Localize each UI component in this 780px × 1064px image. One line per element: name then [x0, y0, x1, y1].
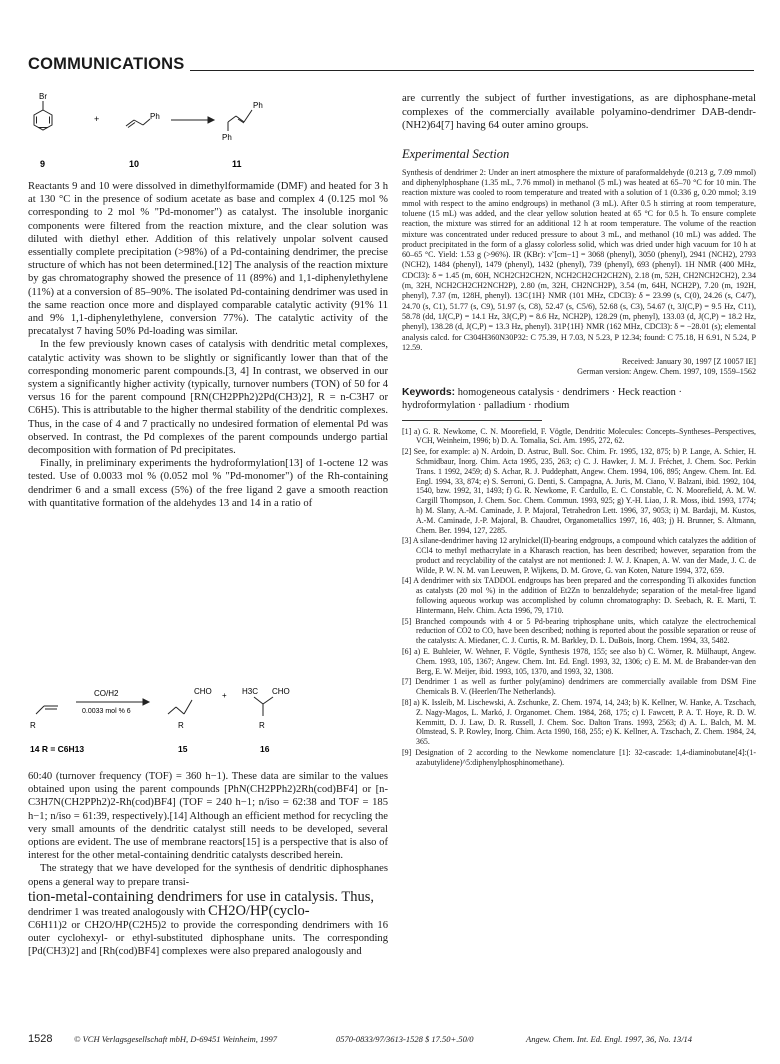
strategy-c-text: dendrimer 1 was treated analogously with	[28, 906, 206, 918]
hydroformylation-arrow	[76, 699, 149, 705]
scheme-hydroformylation	[28, 680, 388, 760]
reference-item: [2] See, for example: a) N. Ardoin, D. Astruc, Bull. Soc. Chim. Fr. 1995, 132, 875; b) P. Lange, A. Schier, H. Schmidbaur, Inorg. Chim. Acta 1995, 235, 263; c) C. J. Hawker, J. M. J. Fréchet, J. Chem. Soc. Perkin Trans. 1 1992, 2459; d) S. Achar, R. J. Puddephatt, Angew. Chem. 1994, 106, 895; Angew. Chem. Int. Ed. Engl. 1994, 33, 874; e) S. Serroni, G. Denti, S. Campagna, A. Juris, M. Ciano, V. Balzani, ibid. 1992, 104, 1540, bzw. 1992, 31, 1493; f) G. R. Newkome, F. Cardullo, E. C. Constable, C. N. Moorefield, A. M. W. Cargill Thompson, J. Chem. Soc. Chem. Commun. 1993, 925; g) Y.-H. Liao, J. R. Moss, ibid. 1993, 1774; h) M. Slany, A.-M. Caminade, J. P. Majoral, Tetrahedron Lett. 1996, 37, 9053; i) M. Bardaji, M. Kustos, A.-M. Caminade, J.-P. Majoral, B. Chaudret, Organometallics 1997, 16, 403; j) H. Brunner, S. Altmann, Chem. Ber. 1994, 127, 2285.	[402, 447, 756, 535]
reference-item: [9] Designation of 2 according to the Newkome nomenclature [1]: 32-cascade: 1,4-diaminobutane[4]:(1-azabutylidene)^5:diphenylphosphinomethane).	[402, 748, 756, 767]
issn-code: 0570-0833/97/3613-1528 $ 17.50+.50/0	[336, 1034, 474, 1044]
left-text-lower	[28, 770, 388, 959]
branched-aldehyde-structure	[254, 697, 273, 716]
cho-label-16: CHO	[272, 687, 290, 696]
received-date: Received: January 30, 1997 [Z 10057 IE]	[621, 357, 756, 367]
br-label: Br	[39, 92, 47, 101]
plus-sign-2: +	[222, 691, 227, 700]
experimental-procedure: Synthesis of dendrimer 2: Under an inert atmosphere the mixture of paraformaldehyde (0.213 g, 7.09 mmol) and diphenylphosphane (1.35 mL, 7.76 mmol) in methanol (5 mL) was heated at 65–70 °C for 10 min. The reaction mixture was cooled to room temperature and treated with a solution of 1 (0.336 g, 0.20 mmol; 3.19 mmol with respect to the amino endgroups) in methanol (3 mL). After 0.5 h stirring at room temperature, toluene (15 mL) was added, and the clear yellow solution heated at 65 °C for 0.5 h. To ensure complete reaction, the mixture was stirred for an additional 12 h at room temperature. The volume of the reaction mixture was concentrated under reduced pressure to about 3 mL, and methanol (10 mL) was added. The product precipitated in the form of a glassy colorless solid, which was dried under high vacuum for 10 h at 60–65 °C. Yield: 1.53 g (>96%). IR (KBr): ν̃ [cm−1] = 3068 (phenyl), 3050 (phenyl), 2941 (NCH2), 2793 (NCH2), 1484 (phenyl), 1479 (phenyl), 1432 (phenyl), 739 (phenyl), 693 (phenyl). 1H NMR (400 MHz, CDCl3): δ = 1.45 (m, 60H, NCH2CH2CH2N, NCH2CH2CH2CH2N), 2.18 (m, 52H, CH2NCH2CH2), 2.34 (m, 32H, NCH2CH2CH2NCH2P), 2.80 (m, 32H, CH2NCH2P), 3.54 (m, 64H, NCH2P), 7.20 (m, 192H, phenyl), 7.37 (m, 128H, phenyl). 13C{1H} NMR (101 MHz, CDCl3): δ = 23.99 (s, C(0), 24.26 (s, C4/7), 24.70 (s, C1), 51.77 (s, C9), 51.97 (s, C8), 52.47 (s, C5/6), 52.68 (s, C3), 54.67 (t, 3J(C,P) = 9.5 Hz, C11), 58.78 (dd, 1J(C,P) = 14.1 Hz, 3J(C,P) = 8.6 Hz, NCH2P), 128.29 (m, phenyl), 133.03 (d, J(C,P) = 18.2 Hz, phenyl), 138.28 (d, J(C,P) = 13.3 Hz, phenyl). 31P{1H} NMR (162 MHz, CDCl3): δ = −28.01 (s); elemental analysis calcd. for C304H360N30P32: C 75.39, H 7.03, N 5.23, P 12.34; found: C 75.18, H 6.91, N 5.24, P 12.59.	[402, 167, 756, 352]
reagent-label: CO/H2	[94, 689, 119, 698]
journal-citation: Angew. Chem. Int. Ed. Engl. 1997, 36, No. 13/14	[526, 1034, 693, 1044]
references-rule	[402, 420, 542, 421]
r-label-12: R	[30, 721, 36, 730]
reference-item: [6] a) E. Buhleier, W. Wehner, F. Vögtle, Synthesis 1978, 155; see also b) C. Wörner, R. Mülhaupt, Angew. Chem. 1993, 105, 1367; Angew. Chem. Int. Ed. Engl. 1993, 32, 1306; c) E. M. M. de Brabander-van den Berg, E. W. Meijer, ibid. 1993, 105, 1370, and 1993, 32, 1308.	[402, 647, 756, 676]
paragraph-strategy-b: tion-metal-containing dendrimers for use in catalysis. Thus,	[28, 888, 375, 905]
ph-label-10: Ph	[150, 112, 160, 121]
r-label-15: R	[178, 721, 184, 730]
reference-item: [5] Branched compounds with 4 or 5 Pd-bearing triphosphane units, which catalyze the electrochemical reduction of CO2 to CO, have been described; nothing is reported about the possible separation or reuse of the catalysts: A. Miedaner, C. J. Curtis, R. M. Barkley, D. L. DuBois, Inorg. Chem. 1994, 33, 5482.	[402, 616, 756, 646]
linear-aldehyde-structure	[168, 700, 192, 714]
paragraph-hydroformylation: Finally, in preliminary experiments the hydroformylation[13] of 1-octene 12 was tested. Use of 0.0033 mol % (0.052 mol % "Pd-monomer") of the Rh-containing dendrimer 6 and a small excess (5%) of the free ligand 2 gave a smooth reaction with quantitative formation of the aldehydes 13 and 14 in a ratio of	[28, 458, 388, 509]
bromobenzene-structure	[34, 101, 52, 130]
paragraph-catalytic-activity: In the few previously known cases of catalysis with dendritic metal complexes, catalytic activity was shown to be slightly or significantly lower than that of the corresponding monomeric parent compounds.[3, 4] In contrast, we observed in our system a significantly higher activity (typically, turnover numbers (TON) of 50 for 4 versus 16 for the parent compound [RN(CH2PPh2)2Pd(CH3)2], R = n-C3H7 or C6H5). This is attributable to the higher thermal stability of the dendritic complexes. Thus, in the case of 4 and 7 practically no undesired formation of elemental Pd was observed. In contrast, the Pd complexes of the parent compounds undergo partial decomposition with formation of Pd precipitates.	[28, 339, 388, 457]
references-list	[402, 427, 756, 768]
compound-label-16: 16	[260, 744, 270, 754]
keywords	[402, 386, 756, 412]
page-number: 1528	[28, 1033, 53, 1045]
publisher-line: © VCH Verlagsgesellschaft mbH, D-69451 Weinheim, 1997	[74, 1034, 278, 1044]
paragraph-strategy-c	[28, 902, 388, 919]
reference-item: [4] A dendrimer with six TADDOL endgroups has been prepared and the corresponding Ti alkoxides function as catalysts (20 mol %) in the addition of Et2Zn to benzaldehyde; separation of the metal-free ligand following aqueous workup was accomplished by column chromatography: D. Seebach, R. E. Marti, T. Hintermann, Helv. Chim. Acta 1996, 79, 1710.	[402, 576, 756, 615]
reference-item: [1] a) G. R. Newkome, C. N. Moorefield, F. Vögtle, Dendritic Molecules: Concepts–Syntheses–Perspectives, VCH, Weinheim, 1996; b) D. A. Tomalia, Sci. Am. 1995, 272, 62.	[402, 426, 756, 446]
compound-label-15: 15	[178, 744, 188, 754]
experimental-heading: Experimental Section	[402, 146, 510, 161]
compound-label-14: 14 R = C6H13	[30, 744, 85, 754]
r-label-16: R	[259, 721, 265, 730]
ph-label-11a: Ph	[253, 101, 263, 110]
plus-sign: +	[94, 114, 100, 124]
scheme-hydroformylation-svg	[28, 680, 388, 760]
styrene-structure	[126, 119, 150, 128]
reference-item: [3] A silane-dendrimer having 12 arylnickel(II)-bearing endgroups, a compound which catalyzes the addition of CCl4 to methyl methacrylate in a Kharasch reaction, has been described; however, separation from the product and recyclability of the catalyst are not mentioned: J. W. J. Knapen, A. W. van der Made, J. C. de Wilde, P. W. N. M. van Leeuwen, P. Wijkens, D. M. Grove, G. van Koten, Nature 1994, 372, 659.	[402, 536, 756, 575]
reaction-arrow	[171, 117, 214, 123]
paragraph-heck-procedure: Reactants 9 and 10 were dissolved in dimethylformamide (DMF) and heated for 3 h at 130 °C in the presence of sodium acetate as base and complex 4 (0.125 mol % corresponding to 2 mol % "Pd-monomer") as catalyst. The insoluble inorganic components were filtered from the reaction mixture, and the clear solution was diluted with diethyl ether. Addition of this relatively unpolar solvent caused essentially complete precipitation (>98%) of a Pd-containing dendrimer, the precise structure of which has not been determined.[12] The analysis of the reaction mixture by gas chromatography showed the presence of 11 (89%) and 1,1-diphenylethylene (11%) at a conversion of 85–90%. The isolated Pd-containing dendrimer was used in the same reaction once more and displayed comparable catalytic activity (91% 11 and 9% 1,1-diphenylethylene, conversion 77%). The catalytic activity of the precatalyst 7 having 50% Pd-loading was similar.	[28, 181, 388, 338]
german-version: German version: Angew. Chem. 1997, 109, 1559–1562	[577, 367, 756, 377]
paragraph-strategy-d: C6H11)2 or CH2O/HP(C2H5)2 to provide the corresponding dendrimers with 16 outer cyclohexyl- or ethyl-substituted diphosphane units. The corresponding [Pd(CH3)2] and [Rh(cod)BF4] complexes were also prepared analogously and	[28, 920, 388, 958]
left-column	[28, 88, 388, 1018]
stilbene-structure	[228, 110, 252, 131]
reference-item: [7] Dendrimer 1 as well as further poly(amino) dendrimers are commercially available from DSM Fine Chemicals B. V. (Heerlen/The Netherlands).	[402, 677, 756, 697]
ph-label-11b: Ph	[222, 133, 232, 142]
condition-label: 0.0033 mol % 6	[82, 708, 131, 715]
paragraph-tof-results: 60:40 (turnover frequency (TOF) = 360 h−1). These data are similar to the values obtained upon using the parent compounds [PhN(CH2PPh2)2Rh(cod)BF4] or [n-C3H7N(CH2PPh2)2-Rh(cod)BF4] (TOF = 240 h−1; n/iso = 62:38 and TOF = 185 h−1; n/iso = 61:39, respectively).[14] Although an efficient method for recycling the very small amounts of the dendritic catalyst still needs to be developed, several options are evident. The use of membrane reactors[15] is a perspective that is also of interest for the other metal-containing dendritic catalysts described herein.	[28, 771, 388, 862]
compound-label-11: 11	[232, 159, 242, 169]
reference-item: [8] a) K. Issleib, M. Lischewski, A. Zschunke, Z. Chem. 1974, 14, 243; b) K. Kellner, W. Hanke, A. Tzschach, Z. Nagy-Magos, L. Markó, J. Organomet. Chem. 1984, 268, 175; c) I. Fawcett, P. A. T. Hoye, R. D. W. Kemmitt, D. J. Law, D. R. Russell, J. Chem. Soc. Dalton Trans. 1993, 2563; d) A. L. Balch, M. M. Olmstead, S. P. Rowley, Inorg. Chim. Acta 1990, 168, 255; e) K. Kellner, A. Tzschach, Z. Chem. 1984, 24, 365.	[402, 698, 756, 747]
left-text-upper	[28, 180, 388, 510]
page-footer	[28, 1034, 758, 1048]
h3c-label: H3C	[242, 687, 259, 696]
cho-label-15: CHO	[194, 687, 212, 696]
scheme-heck-svg	[28, 88, 388, 176]
compound-label-9: 9	[40, 159, 46, 169]
scheme-heck-reaction	[28, 88, 388, 176]
running-header	[28, 56, 754, 76]
keywords-list: homogeneous catalysis · dendrimers · Heck reaction · hydroformylation · palladium · rhodium	[402, 386, 682, 411]
right-column	[402, 92, 756, 1022]
paragraph-continuation: are currently the subject of further investigations, as are diphosphane-metal complexes of the commercially available polyamino-dendrimer DAB-dendr-(NH2)64[7] having 64 outer amino groups.	[402, 92, 756, 132]
octene-structure	[36, 706, 58, 714]
strategy-c-formula: CH2O/HP(cyclo-	[208, 902, 310, 919]
section-heading: COMMUNICATIONS	[28, 55, 190, 74]
keywords-label: Keywords:	[402, 386, 456, 398]
compound-label-10: 10	[129, 159, 140, 169]
paragraph-strategy-a: The strategy that we have developed for the synthesis of dendritic diphosphanes opens a general way to prepare transi-	[28, 863, 388, 888]
